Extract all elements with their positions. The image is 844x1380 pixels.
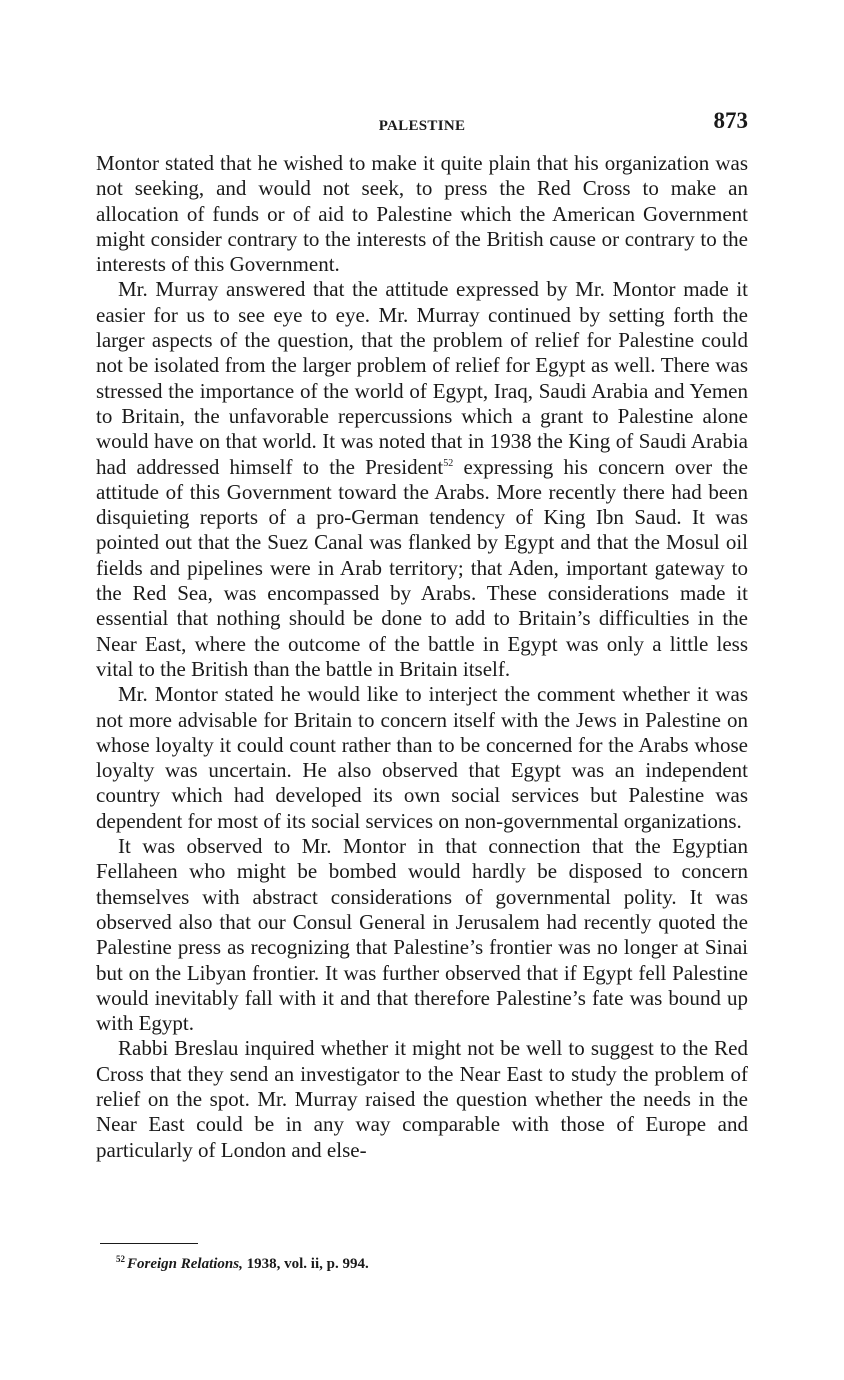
paragraph-2-text-a: Mr. Murray answered that the attitude expressed by Mr. Montor made it easier for us to see eye to eye. Mr. Murray continued by setting forth the larger aspects of the question, that the problem of relief for Palestine could not be isolated from the larger problem of relief for Egypt as well. There was stressed the importance of the world of Egypt, Iraq, Saudi Arabia and Yemen to Britain, the unfavorable repercussions which a grant to Palestine alone would have on that world. It was noted that in 1938 the King of Saudi Arabia had addressed himself to the President	[96, 277, 748, 479]
page-number: 873	[713, 108, 748, 133]
paragraph-5: Rabbi Breslau inquired whether it might not be well to suggest to the Red Cross that they send an investigator to the Near East to study the problem of relief on the spot. Mr. Murray raised the question whether the needs in the Near East could be in any way comparable with those of Europe and particularly of London and else-	[96, 1036, 748, 1162]
paragraph-4: It was observed to Mr. Montor in that connection that the Egyptian Fellaheen who might be bombed would hardly be disposed to concern themselves with abstract considerations of governmental polity. It was observed also that our Consul General in Jerusalem had recently quoted the Palestine press as recognizing that Palestine’s frontier was no longer at Sinai but on the Libyan frontier. It was further observed that if Egypt fell Palestine would inevitably fall with it and that therefore Palestine’s fate was bound up with Egypt.	[96, 834, 748, 1036]
footnote-citation: 1938, vol. ii, p. 994.	[242, 1256, 369, 1272]
paragraph-2-text-b: expressing his concern over the attitude of this Government toward the Arabs. More recently there had been disquieting reports of a pro-German tendency of King Ibn Saud. It was pointed out that the Suez Canal was flanked by Egypt and that the Mosul oil fields and pipelines were in Arab territory; that Aden, important gateway to the Red Sea, was encompassed by Arabs. These considerations made it essential that nothing should be done to add to Britain’s difficulties in the Near East, where the outcome of the battle in Egypt was only a little less vital to the British than the battle in Britain itself.	[96, 454, 748, 681]
body-text	[96, 151, 748, 1163]
running-header	[96, 108, 748, 140]
footnote	[116, 1256, 756, 1273]
paragraph-2	[96, 277, 748, 682]
footnote-reference: 52	[443, 457, 454, 469]
paragraph-3: Mr. Montor stated he would like to interject the comment whether it was not more advisable for Britain to concern itself with the Jews in Palestine on whose loyalty it could count rather than to be concerned for the Arabs whose loyalty was uncertain. He also observed that Egypt was an independent country which had developed its own social services but Palestine was dependent for most of its social services on non-governmental organizations.	[96, 682, 748, 833]
footnote-title: Foreign Relations,	[127, 1256, 243, 1272]
footnote-divider	[100, 1243, 198, 1244]
footnote-mark: 52	[116, 1254, 125, 1264]
paragraph-1: Montor stated that he wished to make it quite plain that his organization was not seeking, and would not seek, to press the Red Cross to make an allocation of funds or of aid to Palestine which the American Government might consider contrary to the interests of the British cause or contrary to the interests of this Government.	[96, 151, 748, 277]
running-head-title: PALESTINE	[378, 118, 466, 134]
